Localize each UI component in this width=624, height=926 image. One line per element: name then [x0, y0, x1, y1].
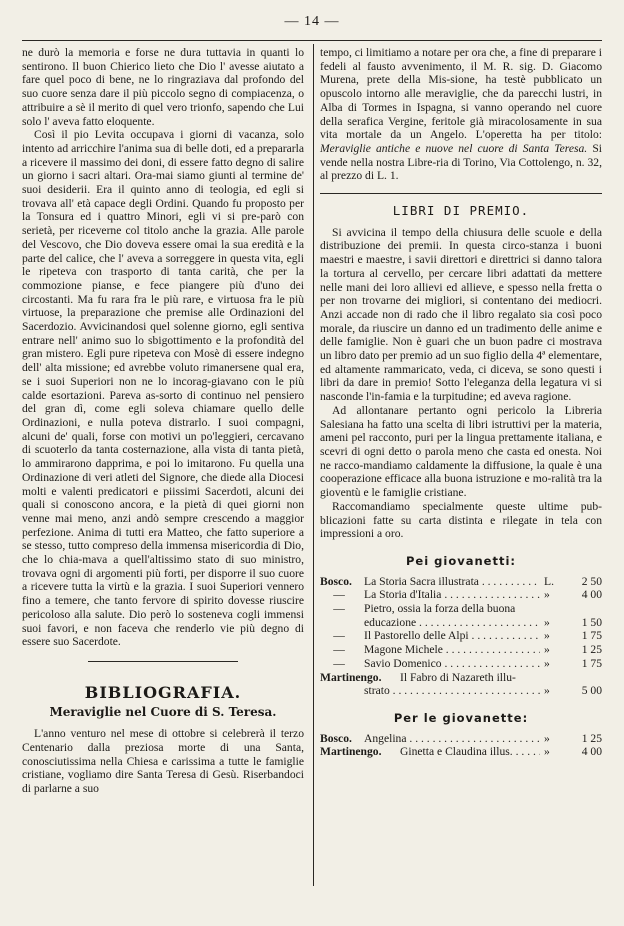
- intro-text: tempo, ci limitiamo a notare per ora che, a fine di preparare i fedeli al fausto avvenimento, il M. R. sig. D. Giacomo Murena, prete della Mis-sione, ha testè pubblicato un opuscolo intorno alle meraviglie, che da parecchi lustri, in Alba di Tormes in Ispagna, si vanno operando nel cuore della serafica Vergine, feritole già miracolosamente in sua vita mortale da un Angelo. L'operetta ha per titolo:: [320, 46, 602, 142]
- book-author: Martinengo.: [320, 670, 382, 684]
- currency: »: [544, 629, 550, 643]
- book-price: [540, 657, 602, 671]
- book-author: —: [333, 656, 345, 670]
- book-title: Ginetta e Claudina illus. . . .: [400, 745, 540, 759]
- price-value: 1 25: [581, 731, 602, 745]
- price-value: 5 00: [581, 684, 602, 698]
- book-entry: [320, 643, 602, 657]
- currency: »: [544, 588, 550, 602]
- price-value: 1 50: [581, 615, 602, 629]
- book-entry: [320, 629, 602, 643]
- book-title: Il Pastorello delle Alpi . . .: [364, 629, 540, 643]
- book-title: La Storia d'Italia . . .: [364, 588, 540, 602]
- price-value: 4 00: [581, 588, 602, 602]
- book-entry: [320, 732, 602, 746]
- price-value: 1 25: [581, 643, 602, 657]
- price-value: 1 75: [581, 629, 602, 643]
- book-entry: [320, 657, 602, 671]
- body-paragraph: Così il pio Levita occupava i giorni di vacanza, solo intento ad arricchire l'anima sua di belle doti, ed a prepararla a ricevere il massimo dei doni, di essere fatto degno di salire un giorno i sacri altari. Ora-mai siamo giunti al termine de' suoi desiderii. Era il quinto anno di teologia, ed egli si trovava all' età capace degli Ordini. Quando fu proposto per la Tonsura ed i quattro Minori, egli vi si pre-parò con serietà, per riceverne col titolo anche la grazia. Alle parole del Vescovo, che Dio doveva essere omai la sua eredità e la parte del calice, che l' aveva a sorreggere in questa vita, egli le ripeteva con trasporto di tanta carità, che per la commozione pianse, e fece piangere più d'uno dei circostanti. Ma fu rara fra le più rare, e virtuosa fra le più virtuose, la preparazione che premise alle Ordinazioni del Sacerdozio. Avvicinandosi quel solenne giorno, egli sentiva entrare nell' animo suo lo sbigottimento e la profondità del gran mistero. Egli pure ripeteva con Mosè di essere indegno dell' alta missione; ed avrebbe voluto rimanersene qual era, se i suoi Superiori non ne lo incorag-giavano con le più calde esortazioni. Pareva as-sorto di continuo nel pensiero del gran dì, come egli soleva chiamare quello delle Ordinazioni, e nulla poteva distrarlo. I suoi compagni, alcuni de' quali, forse con motivi un po'leggieri, cercavano di scuoterlo da tanta costernazione, alla vista di tanta pietà, lo ammirarono dapprima, e poi lo imitarono. Fu quella una Ordinazione di veri atleti del Signore, che diede alla Diocesi molti e valenti predicatori e piissimi Sacerdoti, alcuni dei quali si conoscono ancora, e la pietà di quei giorni non venne mai meno, anzi andò sempre crescendo a maggior perfezione. Anima di tutti era Matteo, che fatto superiore a se stesso, tutto compreso della immensa misericordia di Dio, che lo chia-mava a quell'altissimo stato di suo ministro, trovava ogni di argomenti più forti, per disporre il suo cuore a ricevere tutta la virtù e la grazia. I suoi Superiori vennero fino a temere, che tanto fervore di spirito dovesse riuscire pericoloso alla salute. Dio però lo sosteneva cogli immensi suoi favori, e non faceva che renderlo vie più degno di essere suo Sacerdote.: [22, 128, 304, 649]
- currency: »: [544, 656, 550, 670]
- book-entry: [320, 671, 602, 685]
- group-heading-girls: Per le giovanette:: [393, 710, 529, 725]
- section-divider: [88, 661, 238, 662]
- page-number: — 14 —: [284, 14, 340, 29]
- book-title: Savio Domenico . . .: [364, 657, 540, 671]
- intro-text-end: Si vende nella nostra Libre-ria di Torino, Via Cottolengo, n. 32, al prezzo di L. 1.: [320, 141, 602, 183]
- book-author: Martinengo.: [320, 745, 382, 759]
- book-title: Pietro, ossia la forza della buona: [364, 602, 516, 616]
- currency: »: [544, 745, 550, 759]
- book-title: Magone Michele . . .: [364, 643, 540, 657]
- book-price: [540, 575, 602, 589]
- header-rule: [22, 40, 602, 41]
- body-paragraph: ne durò la memoria e forse ne dura tuttavia in quanti lo sentirono. Il buon Chierico lieto che Dio l' avesse aiutato a fare quel poco di bene, ne lo ringraziava dal profondo del suo cuore senza dare il più piccolo segno di compiacenza, o attribuire a sè il merito di quel vero trionfo, sapendo che Lui solo l' aveva fatto eloquente.: [22, 46, 304, 128]
- group-heading-boys: Pei giovanetti:: [405, 553, 517, 568]
- price-value: 1 75: [581, 656, 602, 670]
- book-price: [540, 643, 602, 657]
- currency: »: [544, 684, 550, 698]
- bibliography-paragraph: L'anno venturo nel mese di ottobre si celebrerà il terzo Centenario dalla preziosa morte di una Santa, conosciutissima nella Chiesa e carissima a tutte le famiglie cristiane, vogliamo dire Santa Teresa di Gesù. Riserbandoci di parlarne a suo: [22, 727, 304, 796]
- currency: »: [544, 731, 550, 745]
- currency: »: [544, 615, 550, 629]
- book-author: —: [333, 643, 345, 657]
- section-divider: [320, 193, 602, 194]
- book-entry: [320, 602, 602, 616]
- bibliography-heading: BIBLIOGRAFIA.: [84, 682, 242, 702]
- column-separator: [313, 44, 314, 886]
- book-title: Il Fabro di Nazareth illu-: [400, 670, 516, 684]
- book-price: [540, 745, 602, 759]
- book-title: educazione . . .: [364, 616, 540, 630]
- book-author: —: [333, 629, 345, 643]
- book-price: [540, 588, 602, 602]
- book-author: Bosco.: [320, 574, 352, 588]
- book-entry: [320, 575, 602, 589]
- book-price: [540, 732, 602, 746]
- left-column: [22, 46, 304, 796]
- currency: L.: [544, 574, 554, 588]
- book-entry: [320, 588, 602, 602]
- booklet-title: Meraviglie antiche e nuove nel cuore di Santa Teresa.: [320, 141, 588, 155]
- book-entry-continued: [320, 684, 602, 698]
- intro-paragraph: [320, 46, 602, 183]
- book-title: strato . . .: [364, 684, 540, 698]
- book-title: Angelina . . .: [364, 732, 540, 746]
- price-value: 2 50: [581, 574, 602, 588]
- book-price: [540, 629, 602, 643]
- book-entry-continued: [320, 616, 602, 630]
- bibliography-subheading: Meraviglie nel Cuore di S. Teresa.: [49, 704, 277, 719]
- libri-heading: LIBRI DI PREMIO.: [392, 203, 530, 219]
- libri-paragraph: Si avvicina il tempo della chiusura delle scuole e della distribuzione dei premii. In questa circo-stanza i buoni maestri e maestre, i savii direttori e direttrici si danno talora la tortura al cervello, per cercare libri adattati da mettere nelle mani dei loro allievi ed allieve, e spesso nella fretta o per non trovarne dei migliori, si contentano dei mediocri. Anzi accade non di rado che il libro regalato sia così poco morale, da riuscire un danno ed un tradimento delle anime e delle famiglie. Non è guari che un buon padre ci mostrava un libro dato per premio ad un suo figlio della 4ª elementare, ed altamente rammaricato, veda, ci diceva, se sono questi i libri da dare in premio! Sotto l'eleganza della legatura vi si nasconde l'in-famia e la turpitudine; ed aveva ragione.: [320, 225, 603, 404]
- currency: »: [544, 643, 550, 657]
- book-price: [540, 616, 602, 630]
- book-price: [540, 684, 602, 698]
- book-author: Bosco.: [320, 731, 352, 745]
- book-author: —: [333, 588, 345, 602]
- price-value: 4 00: [581, 745, 602, 759]
- libri-paragraph: Ad allontanare pertanto ogni pericolo la Libreria Salesiana ha fatto una scelta di libri istruttivi per la materia, ameni pel racconto, puri per la lingua prettamente italiana, e scevri di ogni detto o parola meno che casta ed onesta. Noi ne racco-mandiamo caldamente la diffusione, la quale è una cooperazione efficace alla buona istruzione e mo-ralità tra la gioventù e le famiglie cristiane.: [320, 403, 602, 500]
- book-title: La Storia Sacra illustrata . . .: [364, 575, 540, 589]
- right-column: [320, 46, 602, 759]
- book-author: —: [333, 602, 345, 616]
- book-entry: [320, 745, 602, 759]
- libri-paragraph: Raccomandiamo specialmente queste ultime pub-blicazioni fatte su carta distinta e rilegate in tela con impressioni a oro.: [320, 499, 602, 541]
